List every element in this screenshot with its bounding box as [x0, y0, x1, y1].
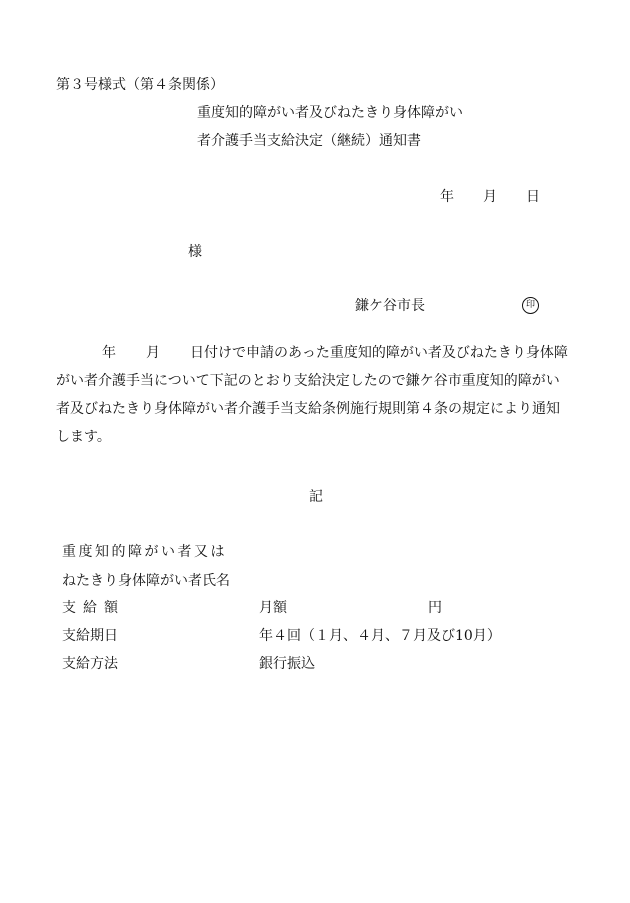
date-day-label: 日 — [526, 189, 540, 205]
recipient-label-line-2: ねたきり身体障がい者氏名 — [62, 573, 230, 589]
record-heading: 記 — [309, 489, 323, 505]
date-month-label: 月 — [483, 189, 497, 205]
document-title-line-1: 重度知的障がい者及びねたきり身体障がい — [197, 105, 463, 121]
notice-body-line-2: がい者介護手当について下記のとおり支給決定したので鎌ケ谷市重度知的障がい — [56, 373, 560, 389]
document-title-line-2: 者介護手当支給決定（継続）通知書 — [197, 133, 421, 149]
body-year-label: 年 — [102, 345, 116, 361]
date-year-label: 年 — [440, 189, 454, 205]
recipient-label-line-1: 重度知的障がい者又は — [62, 544, 227, 560]
issuer-name: 鎌ケ谷市長 — [355, 298, 425, 314]
notice-body-line-3: 者及びねたきり身体障がい者介護手当支給条例施行規則第４条の規定により通知 — [56, 401, 560, 417]
payment-method-label: 支給方法 — [62, 656, 118, 672]
notice-body-line-4: します。 — [56, 429, 111, 445]
form-number: 第３号様式（第４条関係） — [56, 77, 224, 93]
amount-unit: 円 — [428, 600, 442, 616]
body-line-1-text: 日付けで申請のあった重度知的障がい者及びねたきり身体障 — [190, 345, 568, 361]
payment-method-value: 銀行振込 — [259, 656, 315, 672]
seal-mark: 印 — [522, 297, 539, 314]
payment-period-label: 支給期日 — [62, 628, 118, 644]
amount-label: 支給額 — [62, 600, 125, 616]
addressee-honorific: 様 — [188, 244, 202, 260]
payment-period-value: 年４回（１月、４月、７月及び10月） — [259, 628, 501, 644]
amount-prefix: 月額 — [259, 600, 287, 616]
body-month-label: 月 — [146, 345, 160, 361]
